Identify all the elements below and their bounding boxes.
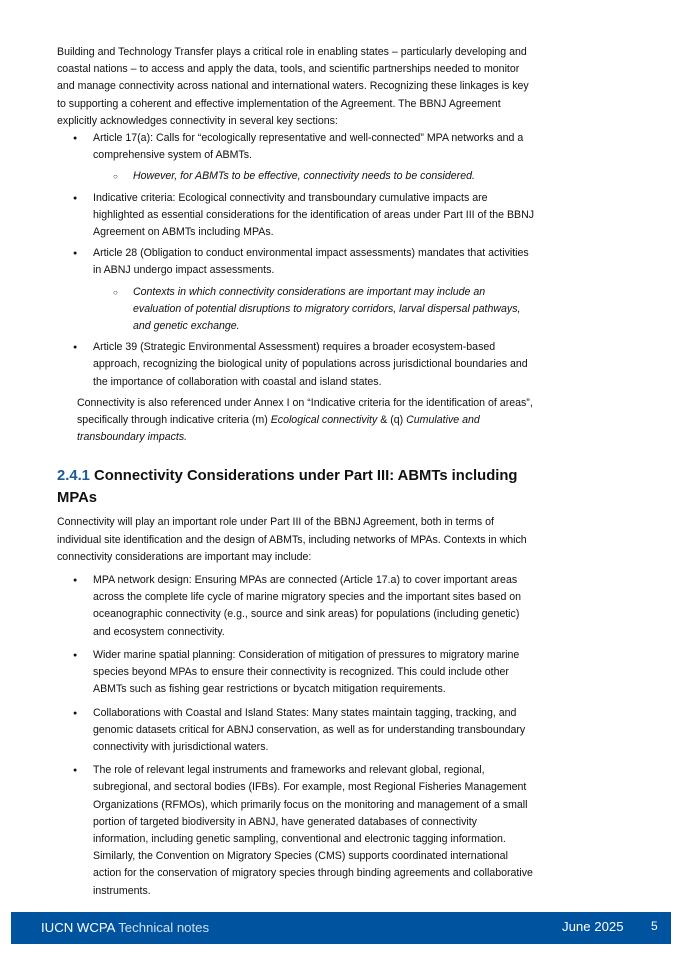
- page-content: [57, 44, 535, 900]
- bullet-marine-spatial-planning: ● Wider marine spatial planning: Consideration of mitigation of pressures to migratory marine species beyond MPAs to ensure their connectivity is recognized. This could include other ABMTs such as fishing gear restrictions or bycatch mitigation requirements.: [57, 647, 535, 699]
- section-intro-paragraph: Connectivity will play an important role under Part III of the BBNJ Agreement, both in terms of individual site identification and the design of ABMTs, including networks of MPAs. Contexts in which connectivity considerations are important may include:: [57, 516, 527, 563]
- footer-series: [41, 920, 209, 935]
- key-sections-list: [57, 130, 535, 391]
- footer-series-name: Technical notes: [114, 920, 210, 935]
- subbullet-abmt-effective: ○ However, for ABMTs to be effective, connectivity needs to be considered.: [57, 168, 535, 185]
- bullet-indicative-criteria: ● Indicative criteria: Ecological connectivity and transboundary cumulative impacts are highlighted as essential considerations for the identification of areas under Part III of the BBNJ Agreement on ABMTs including MPAs.: [57, 190, 535, 242]
- page-number: 5: [651, 919, 658, 933]
- annex-paragraph: [57, 395, 535, 447]
- annex-italic-1: Ecological connectivity: [270, 414, 378, 427]
- considerations-list: [57, 572, 535, 900]
- bullet-article-39: ● Article 39 (Strategic Environmental Assessment) requires a broader ecosystem-based approach, recognizing the biological unity of populations across jurisdictional boundaries and the importance of collaboration with coastal and island states.: [57, 339, 535, 391]
- section-title: Connectivity Considerations under Part III: ABMTs including MPAs: [57, 468, 518, 507]
- section-heading: [57, 465, 535, 509]
- annex-text-2: & (q): [377, 414, 407, 427]
- page-footer: [11, 912, 671, 944]
- section-number: 2.4.1: [57, 468, 90, 485]
- bullet-legal-instruments: ● The role of relevant legal instruments and frameworks and relevant global, regional, subregional, and sectoral bodies (IFBs). For example, most Regional Fisheries Management Organizations (RFMOs), which primarily focus on the monitoring and management of a small portion of targeted biodiversity in ABNJ, have generated databases of connectivity information, including genetic sampling, conventional and electronic tagging information. Similarly, the Convention on Migratory Species (CMS) supports coordinated international action for the conservation of migratory species through binding agreements and collaborative instruments.: [57, 762, 535, 900]
- bullet-mpa-network-design: ● MPA network design: Ensuring MPAs are connected (Article 17.a) to cover important areas across the complete life cycle of marine migratory species and the important sites based on oceanographic connectivity (e.g., source and sink areas) for populations (including genetic) and ecosystem connectivity.: [57, 572, 535, 641]
- footer-date: June 2025: [562, 919, 624, 934]
- footer-org: IUCN WCPA: [41, 920, 115, 935]
- annex-text-1: Connectivity is also referenced under Annex I on “Indicative criteria for the identification of areas”, specifically through indicative criteria (m): [77, 396, 533, 427]
- intro-paragraph: Building and Technology Transfer plays a critical role in enabling states – particularly developing and coastal nations – to access and apply the data, tools, and scientific partnerships needed to monitor and manage connectivity across national and international waters. Recognizing these linkages is key to supporting a coherent and effective implementation of the Agreement. The BBNJ Agreement explicitly acknowledges connectivity in several key sections:: [57, 46, 529, 127]
- annex-italic-2: Cumulative and transboundary impacts.: [77, 414, 480, 444]
- bullet-article-17a: ● Article 17(a): Calls for “ecologically representative and well-connected” MPA networks and a comprehensive system of ABMTs.: [57, 130, 535, 164]
- bullet-coastal-island-states: ● Collaborations with Coastal and Island States: Many states maintain tagging, tracking, and genomic datasets critical for ABNJ conservation, as well as for understanding transboundary connectivity with jurisdictional waters.: [57, 705, 535, 757]
- subbullet-contexts: ○ Contexts in which connectivity considerations are important may include an evaluation of potential disruptions to migratory corridors, larval dispersal pathways, and genetic exchange.: [57, 284, 535, 336]
- bullet-article-28: ● Article 28 (Obligation to conduct environmental impact assessments) mandates that activities in ABNJ undergo impact assessments.: [57, 245, 535, 279]
